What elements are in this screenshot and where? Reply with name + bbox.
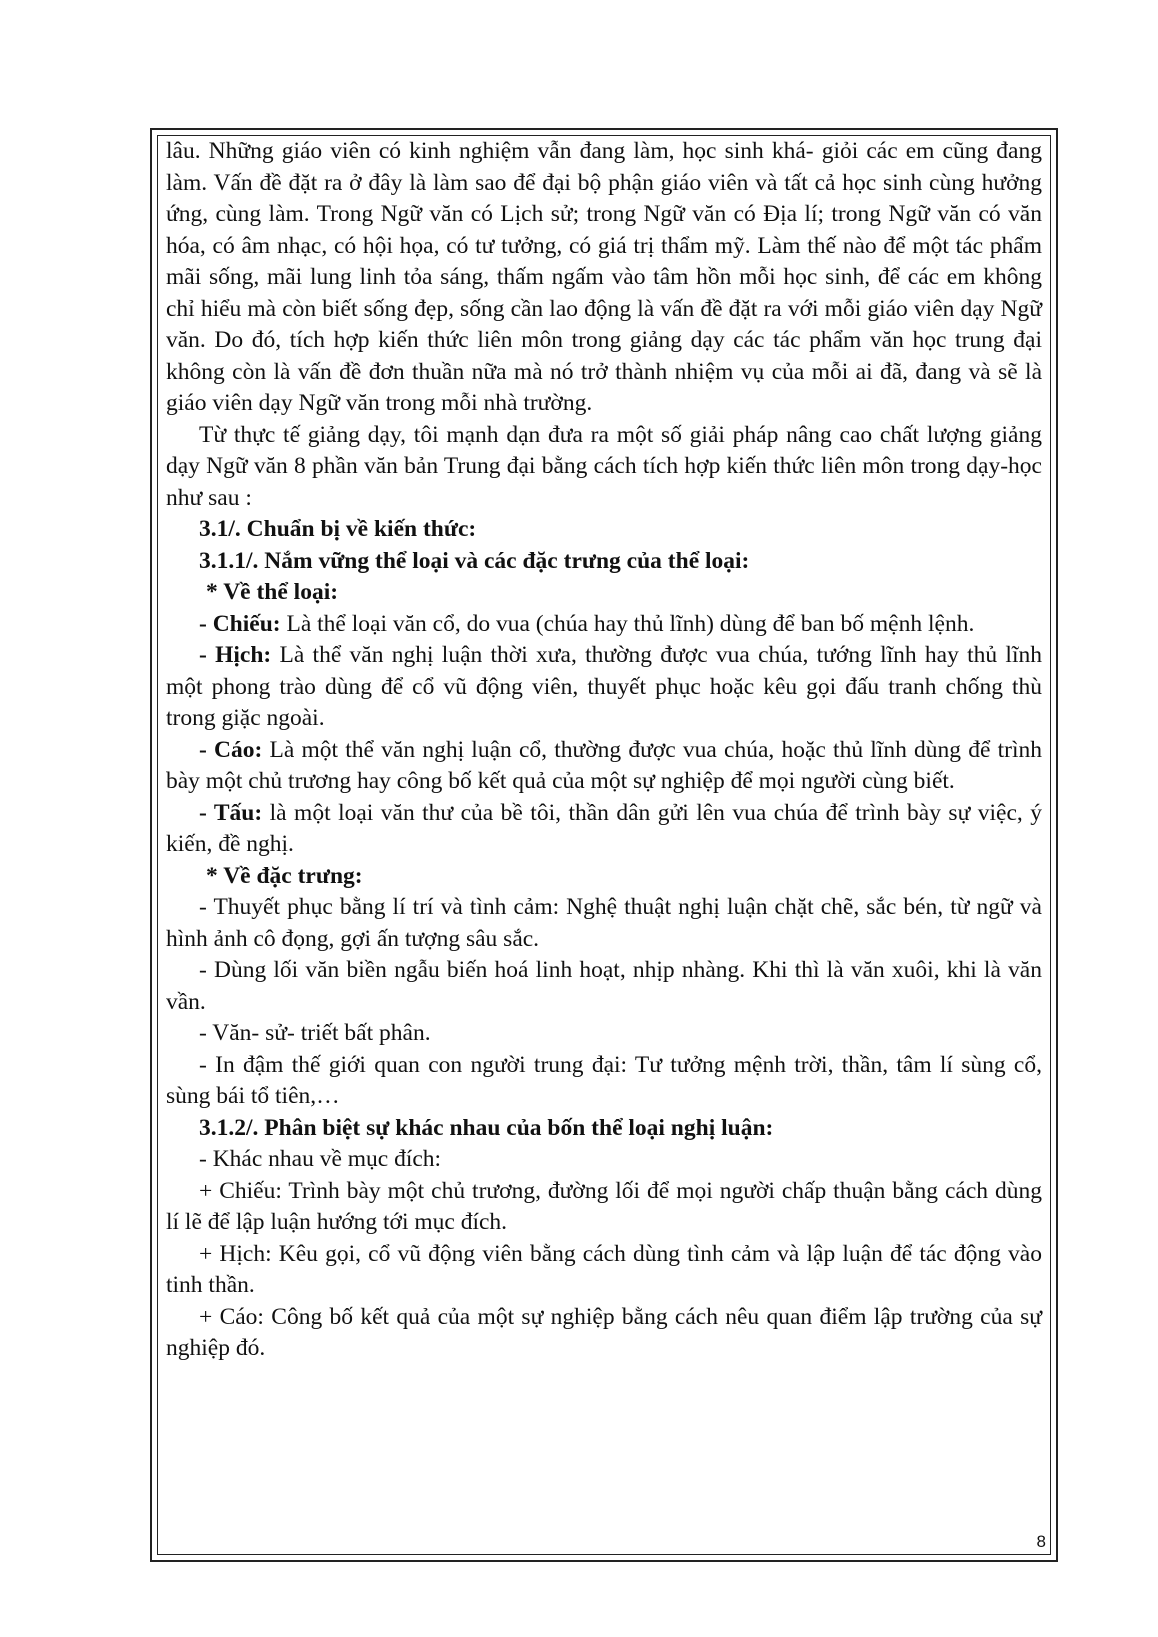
genre-tau-label: - Tấu:: [199, 799, 263, 826]
difference-cao: + Cáo: Công bố kết quả của một sự nghiệp bằng cách nêu quan điểm lập trường của sự nghiệp đó.: [166, 1303, 1042, 1361]
genre-hich-text: Là thể văn nghị luận thời xưa, thường được vua chúa, tướng lĩnh hay thủ lĩnh một phong trào dùng để cổ vũ động viên, thuyết phục hoặc kêu gọi đấu tranh chống thù trong giặc ngoài.: [166, 642, 1042, 731]
characteristic-3: - Văn- sử- triết bất phân.: [199, 1020, 431, 1046]
genre-chieu-text: Là thể loại văn cổ, do vua (chúa hay thủ lĩnh) dùng để ban bố mệnh lệnh.: [280, 610, 975, 637]
heading-3-1-2: 3.1.2/. Phân biệt sự khác nhau của bốn thể loại nghị luận:: [199, 1114, 774, 1141]
heading-3-1-1: 3.1.1/. Nắm vững thể loại và các đặc trưng của thể loại:: [199, 547, 750, 574]
characteristic-1: - Thuyết phục bằng lí trí và tình cảm: Nghệ thuật nghị luận chặt chẽ, sắc bén, từ ngữ và hình ảnh cô đọng, gợi ấn tượng sâu sắc.: [166, 894, 1042, 952]
difference-chieu: + Chiếu: Trình bày một chủ trương, đường lối để mọi người chấp thuận bằng cách dùng lí lẽ để lập luận hướng tới mục đích.: [166, 1177, 1042, 1235]
characteristic-4: - In đậm thế giới quan con người trung đại: Tư tưởng mệnh trời, thần, tâm lí sùng cổ, sùng bái tổ tiên,…: [166, 1051, 1042, 1109]
paragraph-intro: lâu. Những giáo viên có kinh nghiệm vẫn đang làm, học sinh khá- giỏi các em cũng đang làm. Vấn đề đặt ra ở đây là làm sao để đại bộ phận giáo viên và tất cả học sinh cùng hưởng ứng, cùng làm. Trong Ngữ văn có Lịch sử; trong Ngữ văn có Địa lí; trong Ngữ văn có văn hóa, có âm nhạc, có hội họa, có tư tưởng, có giá trị thẩm mỹ. Làm thế nào để một tác phẩm mãi sống, mãi lung linh tỏa sáng, thấm ngấm vào tâm hồn mỗi học sinh, để các em không chỉ hiểu mà còn biết sống đẹp, sống cần lao động là vấn đề đặt ra với mỗi giáo viên dạy Ngữ văn. Do đó, tích hợp kiến thức liên môn trong giảng dạy các tác phẩm văn học trung đại không còn là vấn đề đơn thuần nữa mà nó trở thành nhiệm vụ của mỗi ai đã, đang và sẽ là giáo viên dạy Ngữ văn trong mỗi nhà trường.: [166, 138, 1042, 416]
difference-purpose: - Khác nhau về mục đích:: [199, 1146, 442, 1172]
genre-cao-text: Là một thể văn nghị luận cổ, thường được vua chúa, hoặc thủ lĩnh dùng để trình bày một chủ trương hay công bố kết quả của một sự nghiệp để mọi người cùng biết.: [166, 736, 1042, 794]
genre-chieu: [166, 609, 1042, 641]
document-body: [166, 136, 1042, 1365]
characteristic-2: - Dùng lối văn biền ngẫu biến hoá linh hoạt, nhịp nhàng. Khi thì là văn xuôi, khi là văn vần.: [166, 957, 1042, 1015]
page-number: 8: [1036, 1532, 1046, 1551]
paragraph-solution: Từ thực tế giảng dạy, tôi mạnh dạn đưa ra một số giải pháp nâng cao chất lượng giảng dạy Ngữ văn 8 phần văn bản Trung đại bằng cách tích hợp kiến thức liên môn trong dạy-học như sau :: [166, 421, 1042, 511]
genre-hich-label: - Hịch:: [199, 642, 272, 668]
genre-tau: [166, 798, 1042, 861]
genre-chieu-label: - Chiếu:: [199, 610, 281, 637]
genre-cao: [166, 735, 1042, 798]
heading-3-1: 3.1/. Chuẩn bị về kiến thức:: [199, 516, 477, 542]
genre-cao-label: - Cáo:: [199, 736, 263, 763]
heading-characteristics: * Về đặc trưng:: [206, 862, 363, 889]
genre-hich: [166, 640, 1042, 735]
heading-genre: * Về thể loại:: [206, 579, 339, 605]
difference-hich: + Hịch: Kêu gọi, cổ vũ động viên bằng cách dùng tình cảm và lập luận để tác động vào tinh thần.: [166, 1240, 1042, 1298]
genre-tau-text: là một loại văn thư của bề tôi, thần dân gửi lên vua chúa để trình bày sự việc, ý kiến, đề nghị.: [166, 799, 1042, 857]
